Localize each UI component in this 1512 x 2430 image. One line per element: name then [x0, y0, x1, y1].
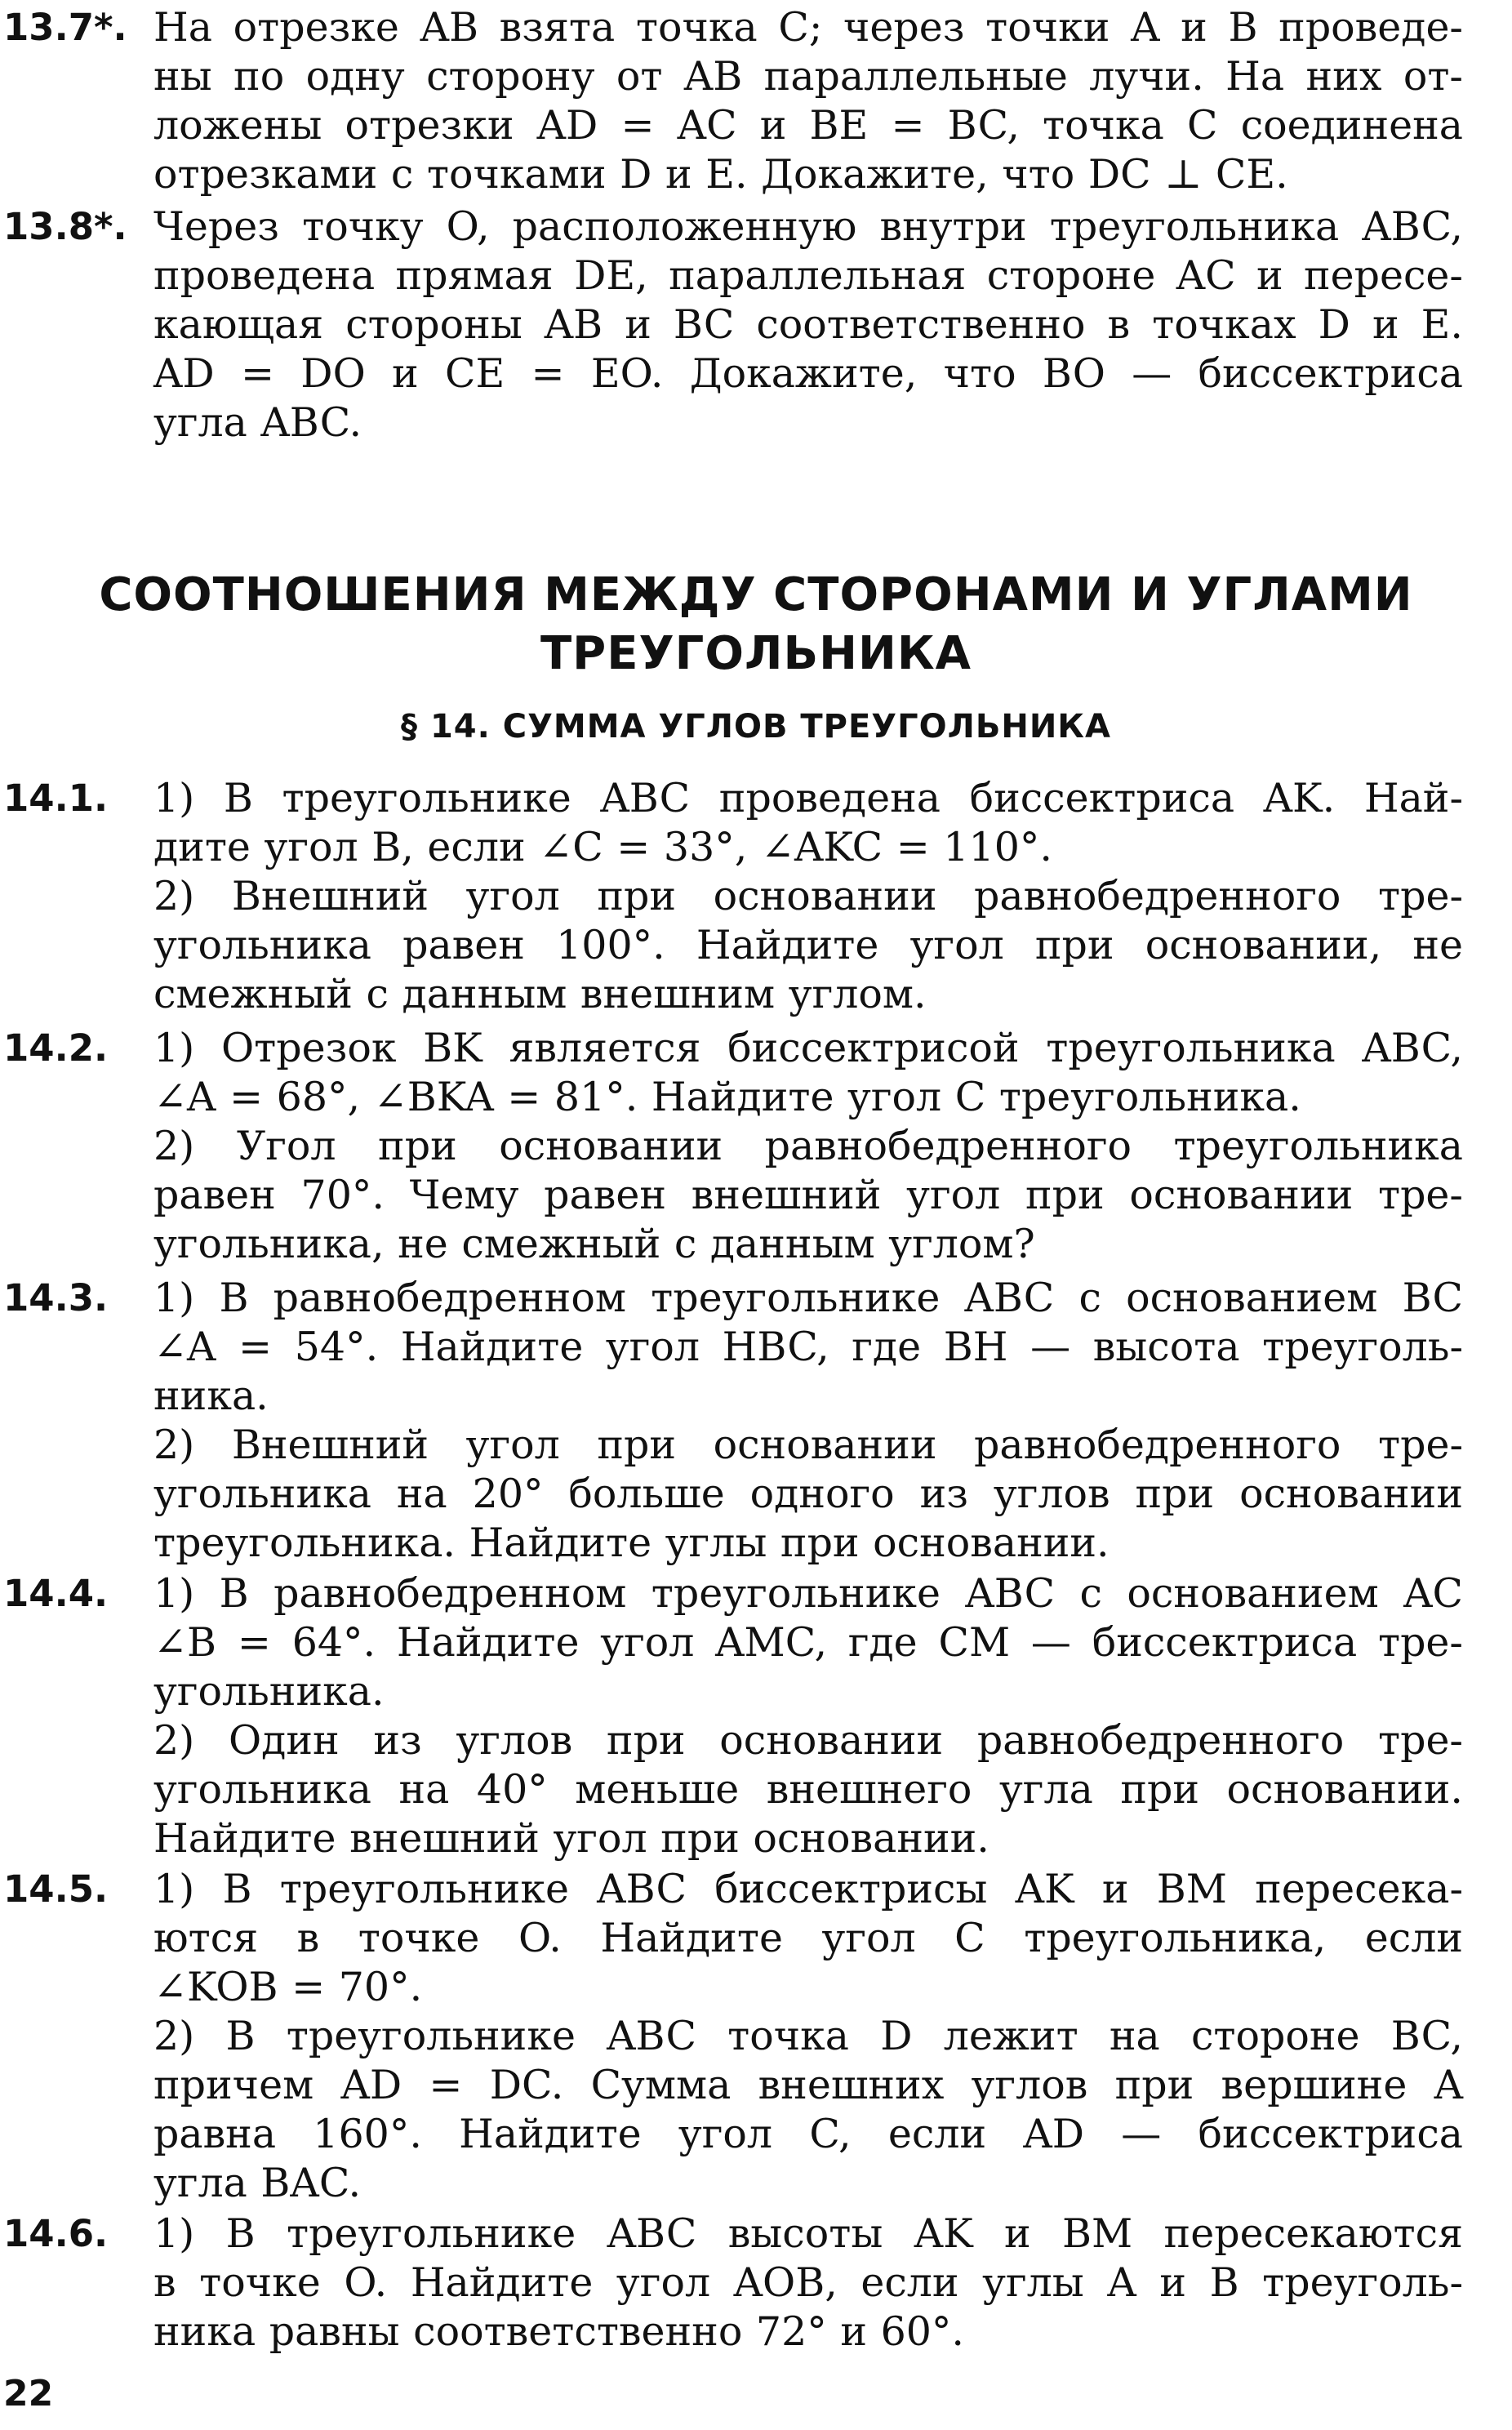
- problem-part: [153, 1122, 1463, 1269]
- text-line: смежный с данным внешним углом.: [153, 971, 927, 1017]
- problem-part: [153, 2210, 1463, 2357]
- text-line: ны по одну сторону от AB параллельные лучи. На них от-: [153, 53, 1463, 100]
- text-line: треугольника. Найдите углы при основании.: [153, 1520, 1110, 1566]
- text-line: ника.: [153, 1373, 269, 1419]
- text-line: проведена прямая DE, параллельная стороне AC и пересе-: [153, 252, 1463, 299]
- text-line: 2) Внешний угол при основании равнобедренного тре-: [153, 1422, 1463, 1468]
- text-line: Найдите внешний угол при основании.: [153, 1815, 989, 1862]
- problem-number: 14.1.: [3, 777, 109, 820]
- problem-part: [153, 1421, 1463, 1568]
- problem-number: 13.7*.: [3, 6, 127, 49]
- text-line: причем AD = DC. Сумма внешних углов при вершине A: [153, 2062, 1463, 2108]
- text-line: 2) В треугольнике ABC точка D лежит на стороне BC,: [153, 2013, 1463, 2059]
- problem-part: [153, 2012, 1463, 2208]
- page-number: 22: [3, 2373, 54, 2414]
- problem-text: [153, 1024, 1463, 1269]
- section-title-line-1: СООТНОШЕНИЯ МЕЖДУ СТОРОНАМИ И УГЛАМИ: [99, 568, 1413, 621]
- problem-number: 14.3.: [3, 1276, 109, 1320]
- text-line: 1) В треугольнике ABC проведена биссектриса AK. Най-: [153, 775, 1463, 821]
- problem-number: 13.8*.: [3, 205, 127, 248]
- problem-part: [153, 1024, 1463, 1122]
- text-line: угольника на 20° больше одного из углов при основании: [153, 1471, 1463, 1517]
- problem-part: [153, 872, 1463, 1019]
- text-line: в точке O. Найдите угол AOB, если углы A и B треуголь-: [153, 2259, 1463, 2306]
- text-line: Через точку O, расположенную внутри треугольника ABC,: [153, 203, 1463, 250]
- text-line: угла ABC.: [153, 399, 362, 446]
- section-title-line-2: ТРЕУГОЛЬНИКА: [540, 627, 972, 680]
- text-line: 1) Отрезок BK является биссектрисой треугольника ABC,: [153, 1025, 1463, 1071]
- problem-part: [153, 1569, 1463, 1716]
- text-line: 2) Внешний угол при основании равнобедренного тре-: [153, 873, 1463, 919]
- text-line: ника равны соответственно 72° и 60°.: [153, 2308, 964, 2355]
- text-line: ложены отрезки AD = AC и BE = BC, точка C соединена: [153, 102, 1463, 149]
- text-line: угольника на 40° меньше внешнего угла при основании.: [153, 1766, 1463, 1813]
- text-line: 1) В треугольнике ABC высоты AK и BM пересекаются: [153, 2210, 1463, 2257]
- problem-text: [153, 1274, 1463, 1568]
- problem-number: 14.4.: [3, 1572, 109, 1615]
- text-line: угольника.: [153, 1668, 385, 1715]
- text-line: 2) Угол при основании равнобедренного треугольника: [153, 1123, 1463, 1169]
- problem-text: [153, 1569, 1463, 1863]
- paragraph-title: § 14. СУММА УГЛОВ ТРЕУГОЛЬНИКА: [401, 708, 1111, 745]
- problem-part: [153, 1865, 1463, 2012]
- text-line: 2) Один из углов при основании равнобедренного тре-: [153, 1717, 1463, 1764]
- text-line: AD = DO и CE = EO. Докажите, что BO — биссектриса: [153, 350, 1463, 397]
- problem-text: [153, 1865, 1463, 2208]
- text-line: угольника, не смежный с данным углом?: [153, 1221, 1035, 1267]
- text-line: угольника равен 100°. Найдите угол при основании, не: [153, 922, 1463, 968]
- text-line: угла BAC.: [153, 2160, 362, 2206]
- problem-number: 14.5.: [3, 1867, 109, 1911]
- text-line: 1) В равнобедренном треугольнике ABC с основанием BC: [153, 1275, 1463, 1321]
- text-line: ∠A = 54°. Найдите угол HBC, где BH — высота треуголь-: [153, 1324, 1463, 1370]
- text-line: ∠KOB = 70°.: [153, 1964, 423, 2010]
- problem-text: [153, 2210, 1463, 2357]
- text-line: равна 160°. Найдите угол C, если AD — биссектриса: [153, 2111, 1463, 2157]
- text-line: кающая стороны AB и BC соответственно в точках D и E.: [153, 301, 1463, 348]
- text-line: равен 70°. Чему равен внешний угол при основании тре-: [153, 1172, 1463, 1218]
- problem-part: [153, 1274, 1463, 1421]
- text-line: ются в точке O. Найдите угол C треугольника, если: [153, 1915, 1463, 1961]
- problem-number: 14.6.: [3, 2212, 109, 2255]
- text-line: 1) В треугольнике ABC биссектрисы AK и BM пересека-: [153, 1866, 1463, 1912]
- text-line: дите угол B, если ∠C = 33°, ∠AKC = 110°.: [153, 824, 1052, 870]
- text-line: 1) В равнобедренном треугольнике ABC с основанием AC: [153, 1570, 1463, 1617]
- problem-part: [153, 774, 1463, 872]
- problem-text: [153, 202, 1463, 447]
- text-line: отрезками с точками D и E. Докажите, что DC ⊥ CE.: [153, 151, 1288, 198]
- problem-text: [153, 3, 1463, 199]
- text-line: ∠A = 68°, ∠BKA = 81°. Найдите угол C треугольника.: [153, 1074, 1301, 1120]
- problem-part: [153, 1716, 1463, 1863]
- text-line: ∠B = 64°. Найдите угол AMC, где CM — биссектриса тре-: [153, 1619, 1463, 1666]
- problem-text: [153, 774, 1463, 1019]
- text-line: На отрезке AB взята точка C; через точки A и B проведе-: [153, 4, 1463, 51]
- problem-number: 14.2.: [3, 1026, 109, 1070]
